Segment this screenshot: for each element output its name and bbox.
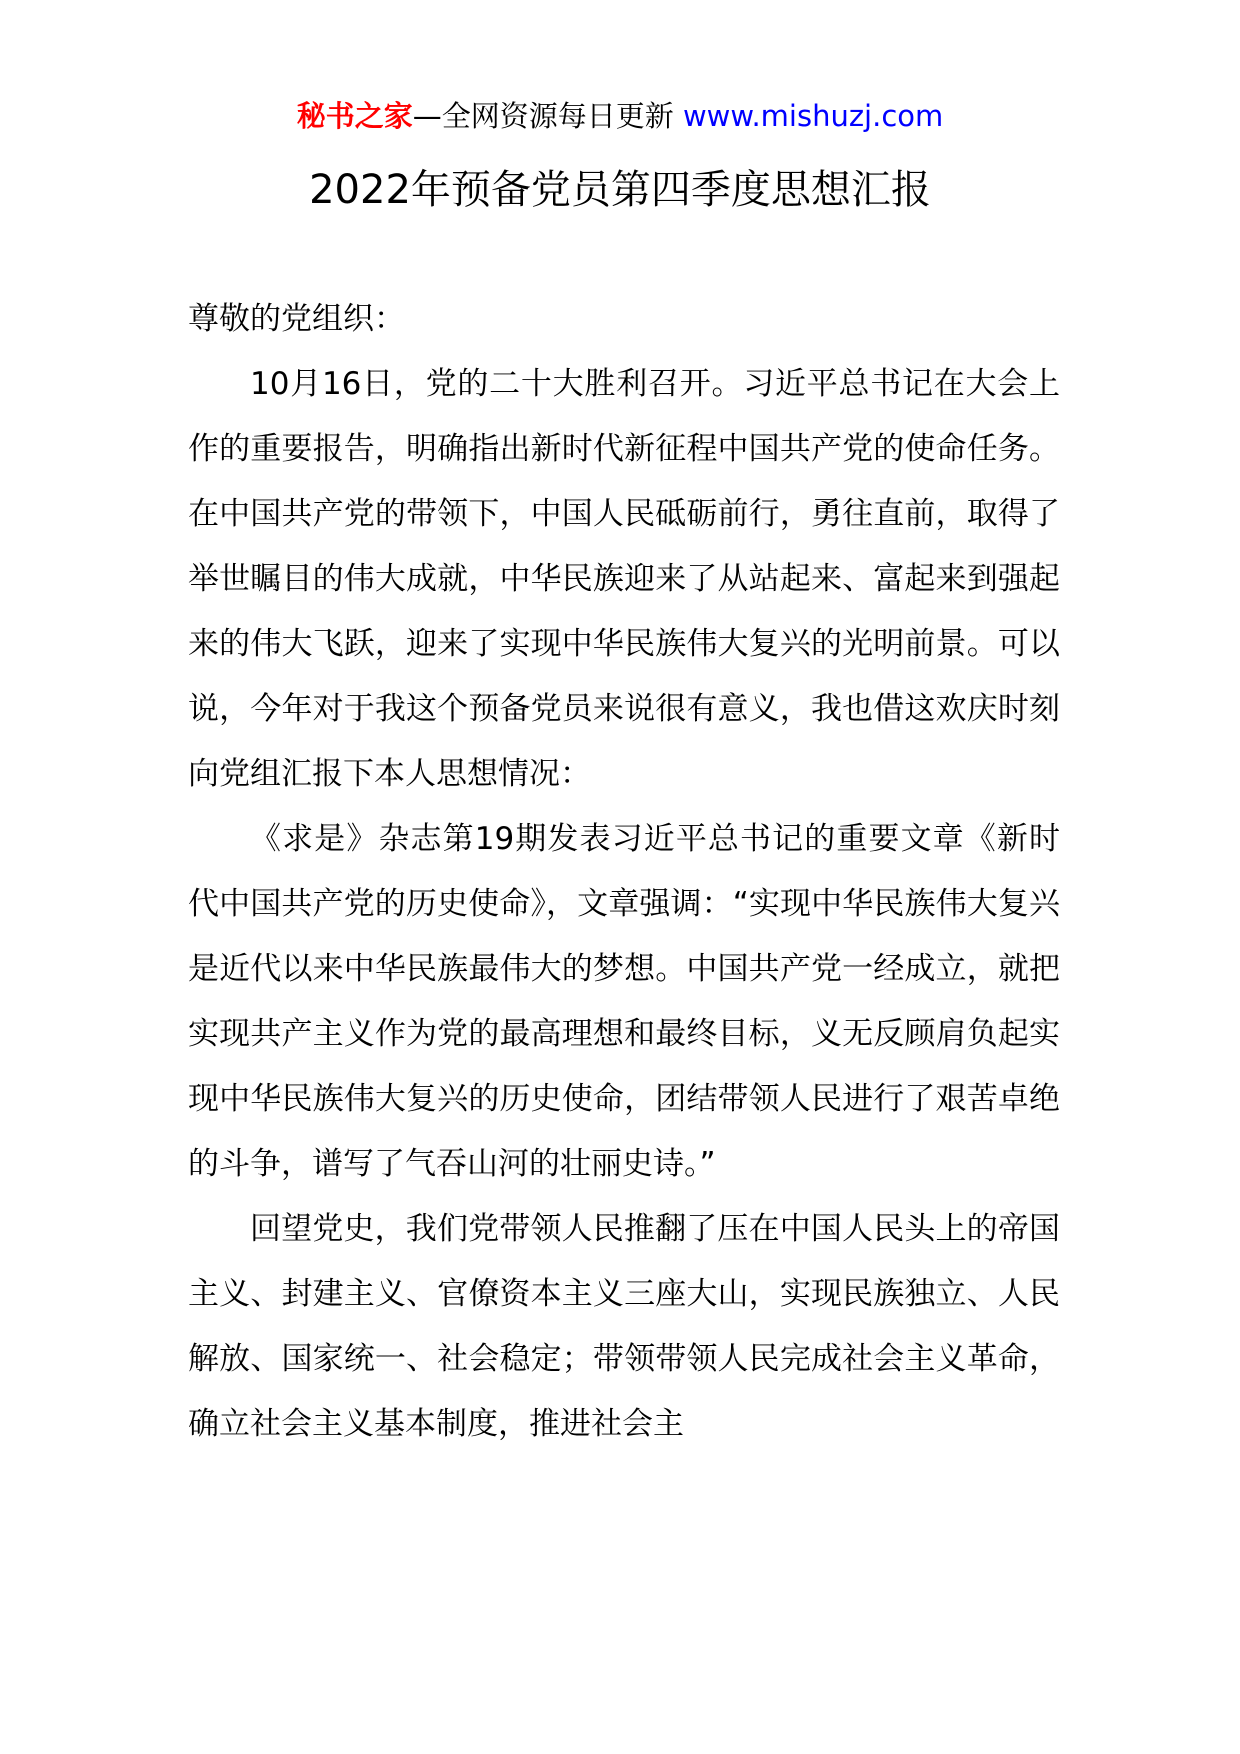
document-body — [188, 287, 1060, 1457]
paragraph-1: 10月16日，党的二十大胜利召开。习近平总书记在大会上作的重要报告，明确指出新时代新征程中国共产党的使命任务。在中国共产党的带领下，中国人民砥砺前行，勇往直前，取得了举世瞩目的伟大成就，中华民族迎来了从站起来、富起来到强起来的伟大飞跃，迎来了实现中华民族伟大复兴的光明前景。可以说，今年对于我这个预备党员来说很有意义，我也借这欢庆时刻向党组汇报下本人思想情况： — [188, 366, 1060, 792]
site-url-link[interactable]: www.mishuzj.com — [682, 99, 944, 133]
header-tagline: —全网资源每日更新 — [412, 99, 674, 133]
paragraph-2: 《求是》杂志第19期发表习近平总书记的重要文章《新时代中国共产党的历史使命》，文章强调：“实现中华民族伟大复兴是近代以来中华民族最伟大的梦想。中国共产党一经成立，就把实现共产主义作为党的最高理想和最终目标，义无反顾肩负起实现中华民族伟大复兴的历史使命，团结带领人民进行了艰苦卓绝的斗争，谱写了气吞山河的壮丽史诗。” — [188, 821, 1060, 1182]
site-header — [0, 96, 1240, 136]
brand-name: 秘书之家 — [296, 99, 413, 133]
document-title: 2022年预备党员第四季度思想汇报 — [309, 167, 931, 213]
salutation: 尊敬的党组织： — [188, 301, 405, 337]
paragraph-3: 回望党史，我们党带领人民推翻了压在中国人民头上的帝国主义、封建主义、官僚资本主义三座大山，实现民族独立、人民解放、国家统一、社会稳定；带领带领人民完成社会主义革命，确立社会主义基本制度，推进社会主 — [188, 1211, 1060, 1442]
